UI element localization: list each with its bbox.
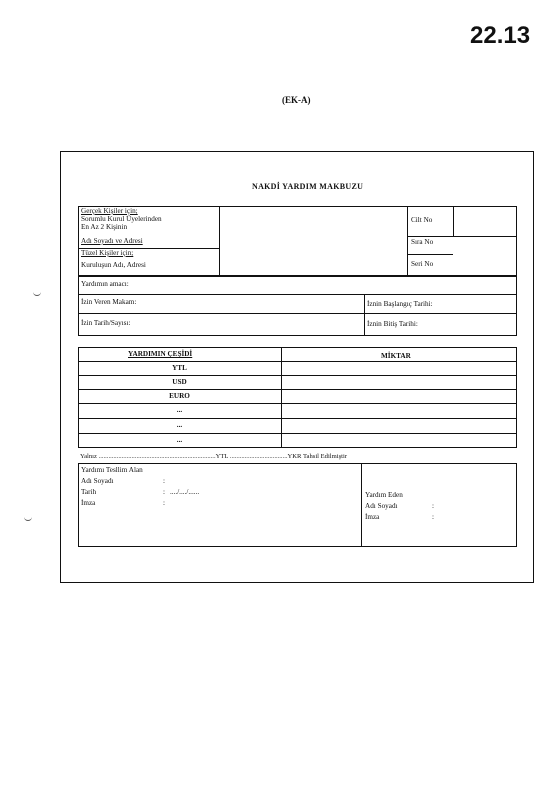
punch-hole-mark bbox=[33, 290, 41, 296]
permit-end-label: İznin Bitiş Tarihi: bbox=[367, 320, 418, 328]
colon: : bbox=[432, 502, 434, 510]
donor-line: En Az 2 Kişinin bbox=[81, 223, 128, 231]
receiver-name-label: Adı Soyadı bbox=[81, 477, 114, 485]
permit-info-box bbox=[78, 276, 517, 336]
permit-start-label: İznin Başlangıç Tarihi: bbox=[367, 300, 433, 308]
donor-line: Gerçek Kişiler için; bbox=[81, 207, 138, 215]
aid-type-cell: ... bbox=[176, 406, 183, 414]
donor-signature-label: İmza bbox=[365, 513, 380, 521]
aid-type-cell: USD bbox=[172, 378, 187, 386]
donor-name-label: Adı Soyadı bbox=[365, 502, 398, 510]
donor-line: Kuruluşun Adı, Adresi bbox=[81, 261, 146, 269]
colon: : bbox=[163, 488, 165, 496]
seri-no-label: Seri No bbox=[411, 260, 434, 268]
permit-authority-label: İzin Veren Makam: bbox=[81, 298, 137, 306]
donor-line: Adı Soyadı ve Adresi bbox=[81, 237, 143, 245]
donor-line: Sorumlu Kurul Üyelerinden bbox=[81, 215, 162, 223]
written-total-line: Yalnız .......................................................................YTL ...................................YKR Tahsil Edilmiştir bbox=[80, 453, 348, 460]
purpose-label: Yardımın amacı: bbox=[81, 280, 129, 288]
permit-date-no-label: İzin Tarih/Sayısı: bbox=[81, 319, 131, 327]
receiver-signature-label: İmza bbox=[81, 499, 96, 507]
receiver-title: Yardımı Tesllim Alan bbox=[81, 466, 143, 474]
colon: : bbox=[163, 499, 165, 507]
colon: : bbox=[432, 513, 434, 521]
receiver-date-value: ..../..../...... bbox=[170, 488, 200, 496]
annex-label: (EK-A) bbox=[282, 95, 311, 105]
page-number: 22.13 bbox=[470, 22, 531, 49]
receiver-date-label: Tarih bbox=[81, 488, 97, 496]
colon: : bbox=[163, 477, 165, 485]
form-title: NAKDİ YARDIM MAKBUZU bbox=[252, 182, 364, 191]
aid-type-cell: YTL bbox=[172, 364, 187, 372]
aid-type-header: YARDIMIN ÇEŞİDİ bbox=[128, 350, 193, 358]
donor-line: Tüzel Kişiler için; bbox=[81, 249, 134, 257]
punch-hole-mark bbox=[24, 515, 32, 521]
cilt-no-label: Cilt No bbox=[411, 216, 433, 224]
donor-title: Yardım Eden bbox=[365, 491, 403, 499]
aid-type-cell: EURO bbox=[169, 392, 190, 400]
aid-type-cell: ... bbox=[176, 421, 183, 429]
signature-box bbox=[78, 463, 517, 547]
amount-header: MİKTAR bbox=[381, 352, 411, 360]
sira-no-label: Sıra No bbox=[411, 238, 434, 246]
aid-type-cell: ... bbox=[176, 436, 183, 444]
